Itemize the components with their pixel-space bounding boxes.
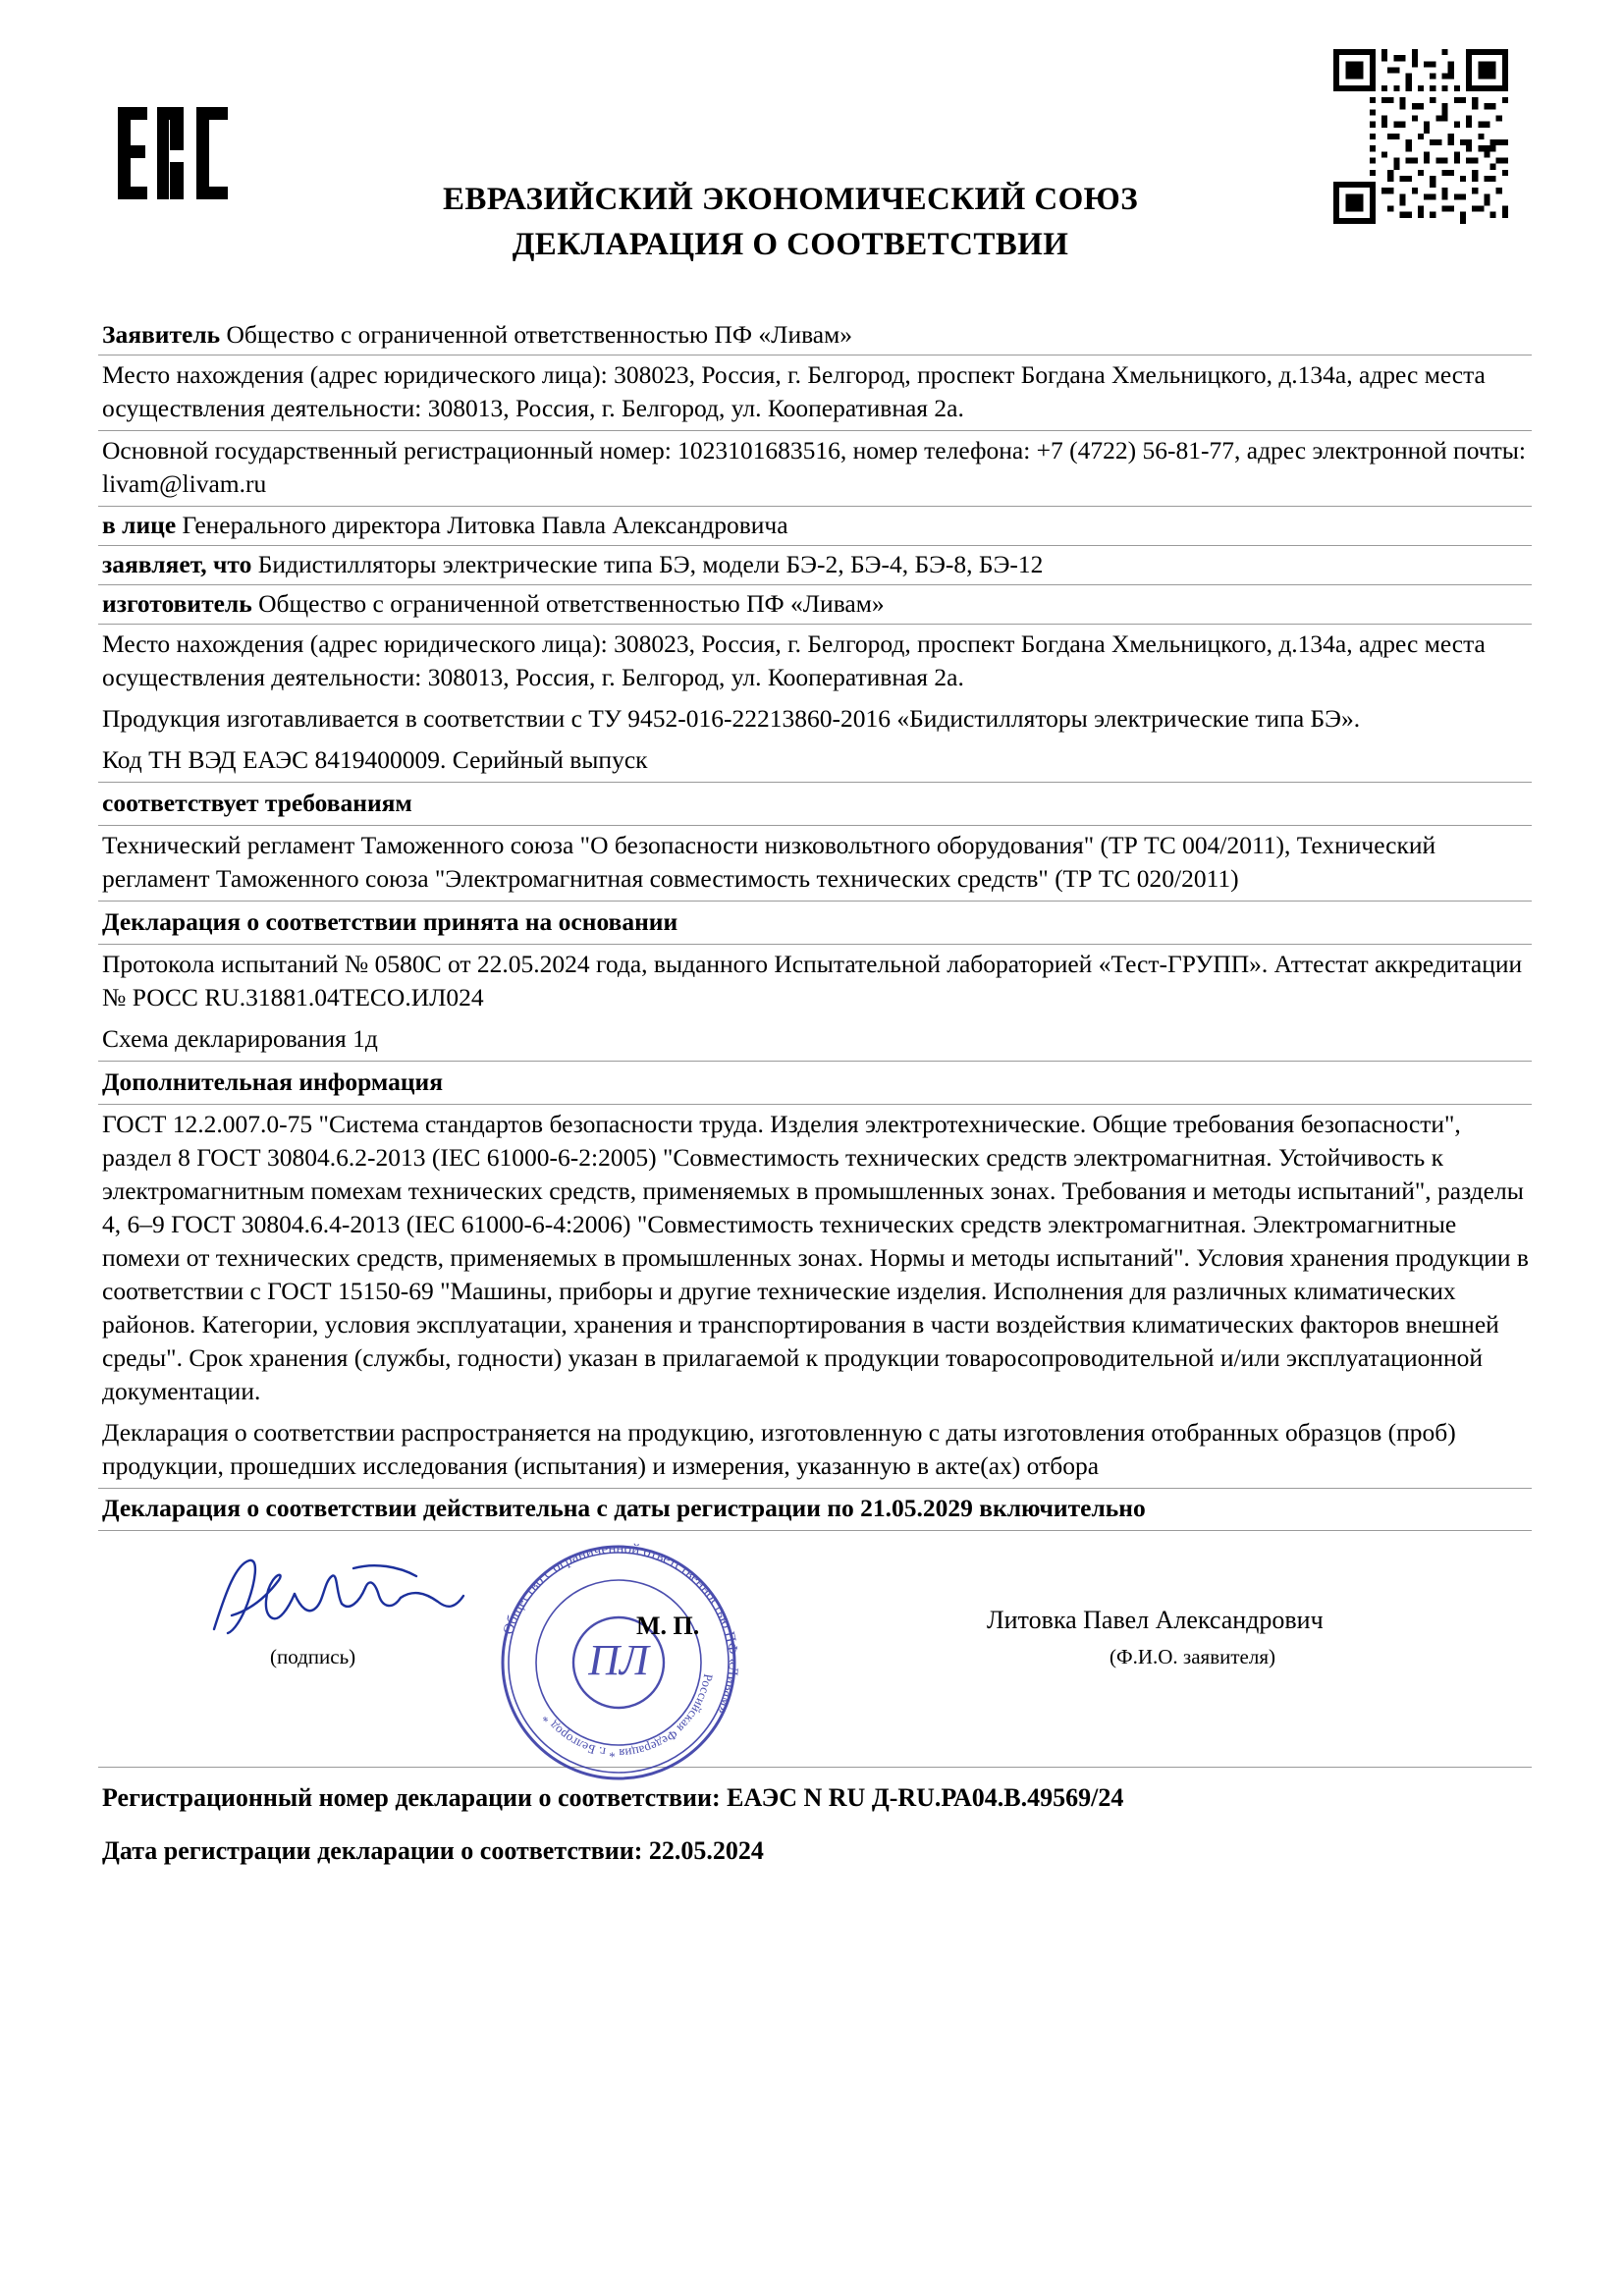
validity-text-before: Декларация о соответствии действительна с даты регистрации по (102, 1494, 861, 1522)
tnved-row: Код ТН ВЭД ЕАЭС 8419400009. Серийный выпуск (98, 740, 1532, 783)
signature-area (98, 1535, 1532, 1761)
manufacturer-row (98, 585, 1532, 625)
declares-row (98, 546, 1532, 585)
applicant-ogrn-row: Основной государственный регистрационный номер: 1023101683516, номер телефона: +7 (4722) 56-81-77, адрес электронной почты: livam@livam.ru (98, 431, 1532, 507)
registration-number-label: Регистрационный номер декларации о соответствии: (102, 1783, 721, 1812)
svg-text:Общество с ограниченной ответс: Общество с ограниченной ответственностью ПФ «Ливам» (500, 1540, 741, 1718)
conformity-text: Технический регламент Таможенного союза "О безопасности низковольтного оборудования" (ТР ТС 004/2011), Технический регламент Таможенного союза "Электромагнитная совместимость технических средств" (ТР ТС 020/2011) (98, 826, 1532, 902)
title-line-1: ЕВРАЗИЙСКИЙ ЭКОНОМИЧЕСКИЙ СОЮЗ (442, 182, 1139, 217)
representative-label: в лице (102, 511, 177, 539)
manufacturer-value: Общество с ограниченной ответственностью ПФ «Ливам» (258, 589, 885, 618)
additional-title: Дополнительная информация (98, 1062, 1532, 1105)
manufacturer-label: изготовитель (102, 589, 252, 618)
signer-caption: (Ф.И.О. заявителя) (1110, 1645, 1275, 1668)
basis-title: Декларация о соответствии принята на основании (98, 902, 1532, 945)
applicant-row (98, 316, 1532, 355)
applicant-value: Общество с ограниченной ответственностью ПФ «Ливам» (226, 320, 853, 349)
applicant-address-row: Место нахождения (адрес юридического лица): 308023, Россия, г. Белгород, проспект Богдана Хмельницкого, д.134а, адрес места осуществления деятельности: 308013, Россия, г. Белгород, ул. Кооперативная 2а. (98, 355, 1532, 431)
basis-protocol: Протокола испытаний № 0580С от 22.05.2024 года, выданного Испытательной лабораторией «Тест-ГРУПП». Аттестат аккредитации № РОСС RU.31881.04ТЕСО.ИЛ024 (102, 950, 1523, 1011)
conformity-title: соответствует требованиям (98, 783, 1532, 826)
validity-text-after: включительно (972, 1494, 1146, 1522)
mp-label: М. П. (636, 1612, 700, 1640)
representative-value: Генерального директора Литовка Павла Александровича (182, 511, 788, 539)
additional-paragraph-1: ГОСТ 12.2.007.0-75 "Система стандартов безопасности труда. Изделия электротехнические. Общие требования безопасности", раздел 8 ГОСТ 30804.6.2-2013 (IEC 61000-6-2:2005) "Совместимость технических средств электромагнитная. Устойчивость к электромагнитным помехам технических средств, применяемых в промышленных зонах. Требования и методы испытаний", разделы 4, 6–9 ГОСТ 30804.6.4-2013 (IEC 61000-6-4:2006) "Совместимость технических средств электромагнитная. Электромагнитные помехи от технических средств, применяемых в промышленных зонах. Нормы и методы испытаний". Условия хранения продукции в соответствии с ГОСТ 15150-69 "Машины, приборы и другие технические изделия. Исполнения для различных климатических районов. Категории, условия эксплуатации, хранения и транспортирования в части воздействия климатических факторов внешней среды". Срок хранения (службы, годности) указан в прилагаемой к продукции товаросопроводительной и/или эксплуатационной документации. (102, 1110, 1529, 1405)
company-stamp (481, 1525, 756, 1800)
qr-code-icon (1333, 49, 1508, 224)
additional-paragraph-2: Декларация о соответствии распространяется на продукцию, изготовленную с даты изготовления отобранных образцов (проб) продукции, прошедших исследования (испытания) и измерения, указанную в акте(ах) отбора (98, 1413, 1532, 1489)
basis-scheme: Схема декларирования 1д (98, 1019, 1532, 1062)
declares-label: заявляет, что (102, 550, 252, 578)
registration-number-value: ЕАЭС N RU Д-RU.РА04.В.49569/24 (727, 1783, 1124, 1812)
title-line-2: ДЕКЛАРАЦИЯ О СООТВЕТСТВИИ (512, 227, 1069, 262)
registration-date-value: 22.05.2024 (648, 1836, 764, 1865)
svg-text:ПЛ: ПЛ (588, 1636, 649, 1684)
signature-caption: (подпись) (270, 1645, 356, 1668)
registration-date-row (98, 1819, 1532, 1872)
representative-row (98, 507, 1532, 546)
manufacturer-address-row: Место нахождения (адрес юридического лица): 308023, Россия, г. Белгород, проспект Богдана Хмельницкого, д.134а, адрес места осуществления деятельности: 308013, Россия, г. Белгород, ул. Кооперативная 2а. (102, 629, 1486, 691)
document-title (295, 177, 1286, 267)
eac-mark-icon (110, 103, 238, 206)
applicant-label: Заявитель (102, 320, 221, 349)
declaration-body (98, 316, 1532, 1872)
validity-row (98, 1489, 1532, 1531)
handwritten-signature (206, 1553, 471, 1641)
production-doc-row: Продукция изготавливается в соответствии с ТУ 9452-016-22213860-2016 «Бидистилляторы электрические типа БЭ». (102, 704, 1361, 733)
svg-text:Российская Федерация * г. Бе: Российская Федерация * г. Белгород * (538, 1672, 717, 1762)
signer-name: Литовка Павел Александрович (987, 1606, 1324, 1634)
validity-date: 21.05.2029 (860, 1494, 973, 1522)
declares-value: Бидистилляторы электрические типа БЭ, модели БЭ-2, БЭ-4, БЭ-8, БЭ-12 (257, 550, 1044, 578)
registration-number-row (98, 1768, 1532, 1819)
document-header (0, 0, 1624, 295)
registration-date-label: Дата регистрации декларации о соответствии: (102, 1836, 643, 1865)
